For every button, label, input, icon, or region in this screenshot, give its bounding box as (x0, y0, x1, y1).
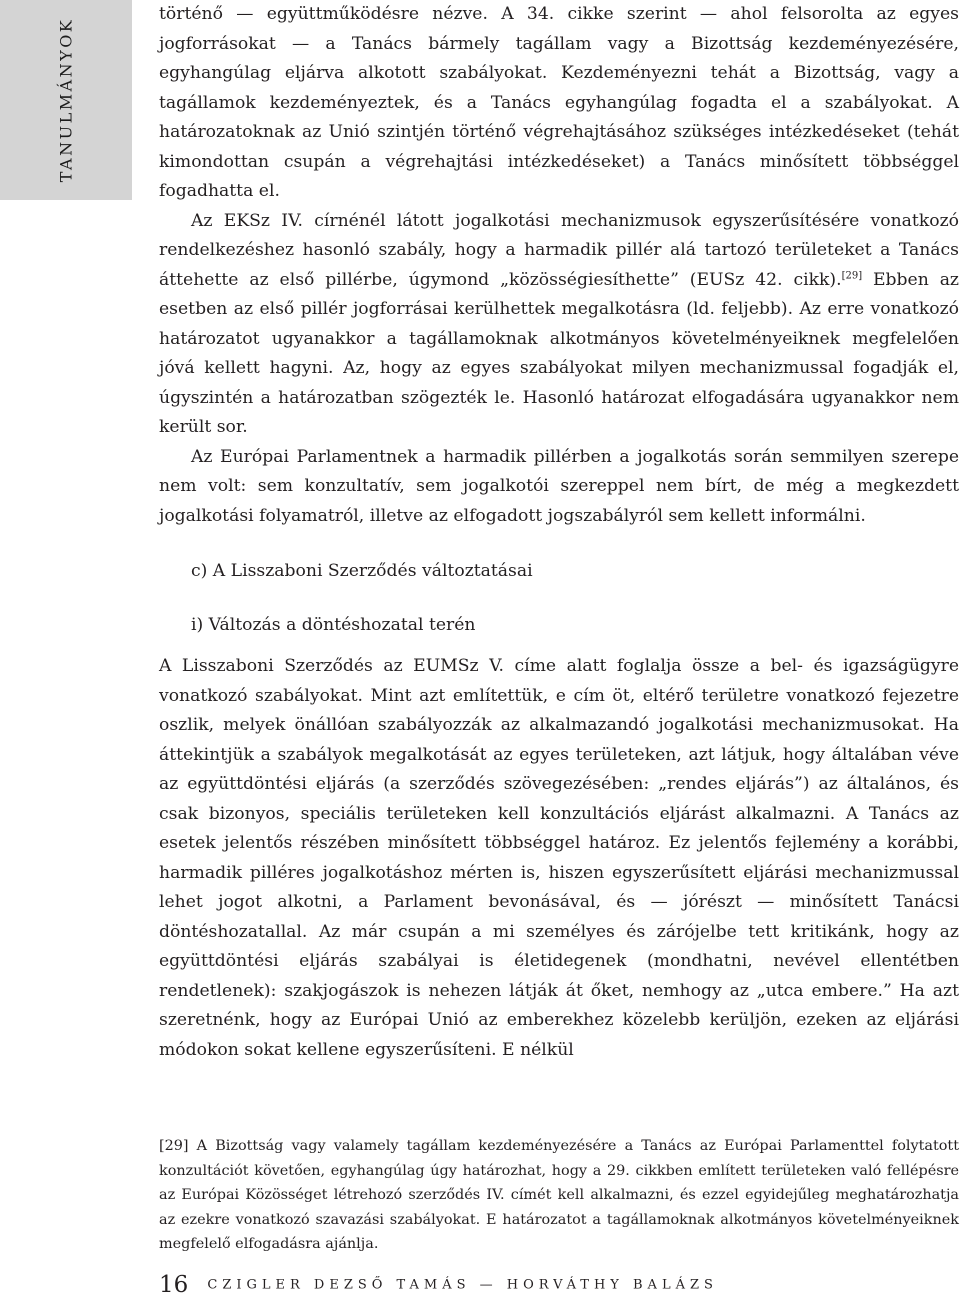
footnotes (159, 1134, 959, 1257)
spacer (159, 640, 959, 652)
footnote-29: [29] A Bizottság vagy valamely tagállam kezdeményezésére a Tanács az Európai Parlamenttel folytatott konzultációt követően, egyhangúlag úgy határozhat, hogy a 29. cikkben említett területeken való fellépésre az Európai Közösséget létrehozó szerződés IV. címét kell alkalmazni, és ezzel egyidejűleg meghatározhatja az ezekre vonatkozó szavazási szabályokat. E határozatot a tagállamoknak alkotmányos követelményeiknek megfelelő elfogadásra ajánlja. (159, 1138, 959, 1252)
paragraph-1: történő — együttműködésre nézve. A 34. cikke szerint — ahol felsorolta az egyes jogforrásokat — a Tanács bármely tagállam vagy a Bizottság kezdeményezésére, egyhangúlag eljárva alkotott szabályokat. Kezdeményezni tehát a Bizottság, vagy a tagállamok kezdeményeztek, és a Tanács egyhangúlag fogadta el a szabályokat. A határozatoknak az Unió szintjén történő végrehajtásához szükséges intézkedéseket (tehát kimondottan csupán a végrehajtási intézkedéseket) a Tanács minősített többséggel fogadhatta el. (159, 4, 959, 201)
paragraph-2 (159, 207, 959, 443)
section-heading-c: c) A Lisszaboni Szerződés változtatásai (191, 561, 533, 581)
page-footer (159, 1272, 718, 1298)
paragraph-2-text-a: Az EKSz IV. círnénél látott jogalkotási mechanizmusok egyszerűsítésére vonatkozó rendelkezéshez hasonló szabály, hogy a harmadik pillér alá tartozó területeket a Tanács áttehette az első pillérbe, úgymond „közösségiesíthette” (EUSz 42. cikk). (159, 210, 959, 290)
paragraph-3: Az Európai Parlamentnek a harmadik pillérben a jogalkotás során semmilyen szerepe nem volt: sem konzultatív, sem jogalkotói szereppel nem bírt, de még a megkezdett jogalkotási folyamatról, illetve az elfogadott jogszabályról sem kellett informálni. (159, 446, 959, 526)
page-number: 16 (159, 1272, 189, 1298)
section-tab (0, 0, 132, 200)
spacer (159, 531, 959, 557)
section-tab-label: TANULMÁNYOK (56, 17, 76, 183)
subsection-heading-i: i) Változás a döntéshozatal terén (191, 614, 476, 635)
paragraph-4: A Lisszaboni Szerződés az EUMSz V. címe alatt foglalja össze a bel- és igazságügyre vonatkozó szabályokat. Mint azt említettük, e cím öt, eltérő területre vonatkozó fejezetre oszlik, melyek önállóan szabályozzák az alkalmazandó jogalkotási mechanizmusokat. Ha áttekintjük a szabályok megalkotását az egyes területeken, azt látjuk, hogy általában véve az együttdöntési eljárás (a szerződés szövegezésében: „rendes eljárás”) az általános, és csak bizonyos, speciális területeken kell konzultációs eljárást alkalmazni. A Tanács az esetek jelentős részében minősített többséggel határoz. Ez jelentős fejlemény a korábbi, harmadik pilléres jogalkotáshoz mérten is, hiszen egyszerűsített eljárási mechanizmussal lehet jogot alkotni, a Parlament bevonásával, és — jórészt — minősített Tanácsi döntéshozatallal. Az már csupán a mi személyes és zárójelbe tett kritikánk, hogy az együttdöntési eljárás szabályai is életidegenek (mondhatni, nevével ellentétben rendetlenek): szakjogászok is nehezen látják át őket, nemhogy az „utca embere.” Ha azt szeretnénk, hogy az Európai Unió az emberekhez közelebb kerüljön, ezeken az eljárási módokon sokat kellene egyszerűsíteni. E nélkül (159, 656, 959, 1060)
main-text (159, 0, 959, 1065)
paragraph-2-text-b: Ebben az esetben az első pillér jogforrásai kerülhettek megalkotásra (ld. feljebb). Az erre vonatkozó határozatot ugyanakkor a tagállamoknak alkotmányos követelményeiknek megfelelően jóvá kellett hagyni. Az, hogy az egyes szabályokat milyen mechanizmussal fogadják el, úgyszintén a határozatban szögezték le. Hasonló határozat elfogadására ugyanakkor nem került sor. (159, 269, 959, 437)
running-title: CZIGLER DEZSŐ TAMÁS — HORVÁTHY BALÁZS (207, 1277, 718, 1293)
footnote-reference-29[interactable]: [29] (841, 269, 863, 281)
spacer (159, 587, 959, 611)
